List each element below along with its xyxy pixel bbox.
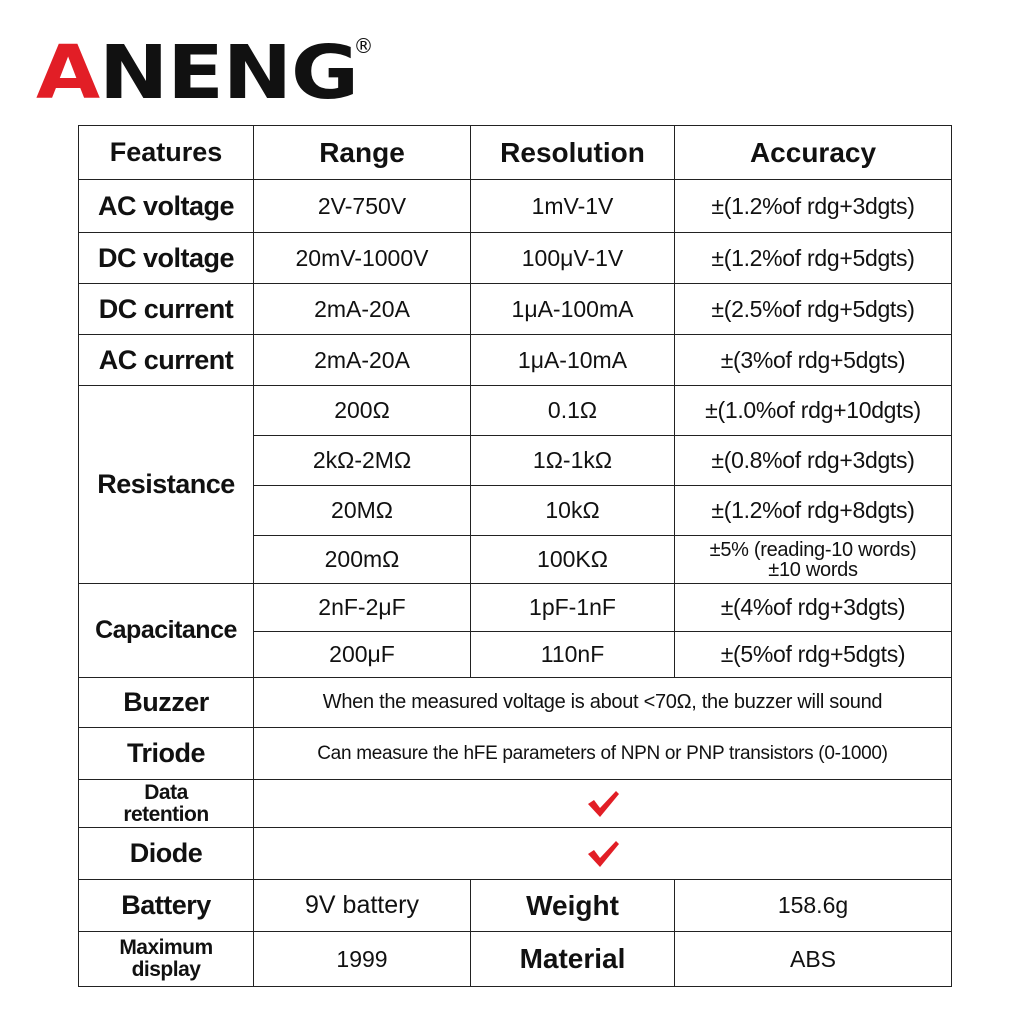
range-cell: 2mA-20A: [254, 335, 471, 386]
accuracy-cell: ±(0.8%of rdg+3dgts): [675, 436, 952, 486]
feature-ac-voltage: AC voltage: [79, 180, 254, 233]
header-row: [79, 126, 952, 180]
feature-battery: Battery: [79, 880, 254, 932]
accuracy-cell: ±(1.2%of rdg+5dgts): [675, 233, 952, 284]
range-cell: 2nF-2μF: [254, 584, 471, 632]
feature-dc-current: DC current: [79, 284, 254, 335]
check-mark-icon: [586, 839, 620, 869]
table-row: [79, 284, 952, 335]
accuracy-cell: ±(2.5%of rdg+5dgts): [675, 284, 952, 335]
accuracy-cell: ±(1.0%of rdg+10dgts): [675, 386, 952, 436]
range-cell: 200mΩ: [254, 536, 471, 584]
feature-line-1: Data: [144, 780, 188, 804]
resolution-cell: 1mV-1V: [471, 180, 675, 233]
buzzer-description: When the measured voltage is about <70Ω, the buzzer will sound: [254, 678, 952, 728]
material-label: Material: [471, 932, 675, 987]
table-row: [79, 233, 952, 284]
header-features: Features: [79, 126, 254, 180]
battery-value: 9V battery: [254, 880, 471, 932]
table-row: [79, 678, 952, 728]
resolution-cell: 1pF-1nF: [471, 584, 675, 632]
feature-diode: Diode: [79, 828, 254, 880]
resolution-cell: 1μA-100mA: [471, 284, 675, 335]
accuracy-cell: ±(5%of rdg+5dgts): [675, 632, 952, 678]
weight-value: 158.6g: [675, 880, 952, 932]
table-row: [79, 728, 952, 780]
feature-buzzer: Buzzer: [79, 678, 254, 728]
material-value: ABS: [675, 932, 952, 987]
range-cell: 2kΩ-2MΩ: [254, 436, 471, 486]
accuracy-line-2: ±10 words: [768, 558, 858, 581]
table-row: [79, 180, 952, 233]
accuracy-cell: [675, 536, 952, 584]
range-cell: 200μF: [254, 632, 471, 678]
brand-logo: [36, 30, 374, 116]
triode-description: Can measure the hFE parameters of NPN or PNP transistors (0-1000): [254, 728, 952, 780]
max-display-value: 1999: [254, 932, 471, 987]
feature-line-1: Maximum: [119, 936, 213, 959]
table-row: [79, 584, 952, 632]
accuracy-cell: ±(1.2%of rdg+8dgts): [675, 486, 952, 536]
resolution-cell: 1μA-10mA: [471, 335, 675, 386]
range-cell: 20MΩ: [254, 486, 471, 536]
table-row: [79, 780, 952, 828]
range-cell: 2V-750V: [254, 180, 471, 233]
resolution-cell: 10kΩ: [471, 486, 675, 536]
diode-support: [254, 828, 952, 880]
feature-resistance: Resistance: [79, 386, 254, 584]
table-row: [79, 335, 952, 386]
registered-mark: ®: [353, 34, 374, 58]
feature-maximum-display: [79, 932, 254, 987]
feature-line-2: retention: [123, 802, 209, 826]
brand-name: ANENG: [36, 30, 358, 116]
resolution-cell: 0.1Ω: [471, 386, 675, 436]
header-resolution: Resolution: [471, 126, 675, 180]
resolution-cell: 110nF: [471, 632, 675, 678]
table-row: [79, 828, 952, 880]
table-row: [79, 932, 952, 987]
feature-dc-voltage: DC voltage: [79, 233, 254, 284]
range-cell: 2mA-20A: [254, 284, 471, 335]
resolution-cell: 1Ω-1kΩ: [471, 436, 675, 486]
feature-triode: Triode: [79, 728, 254, 780]
data-retention-support: [254, 780, 952, 828]
spec-table: [78, 125, 952, 987]
header-range: Range: [254, 126, 471, 180]
resolution-cell: 100μV-1V: [471, 233, 675, 284]
header-accuracy: Accuracy: [675, 126, 952, 180]
check-mark-icon: [586, 789, 620, 819]
feature-ac-current: AC current: [79, 335, 254, 386]
weight-label: Weight: [471, 880, 675, 932]
feature-line-2: display: [131, 958, 201, 981]
range-cell: 20mV-1000V: [254, 233, 471, 284]
table-row: [79, 880, 952, 932]
table-row: [79, 386, 952, 436]
accuracy-cell: ±(1.2%of rdg+3dgts): [675, 180, 952, 233]
resolution-cell: 100KΩ: [471, 536, 675, 584]
range-cell: 200Ω: [254, 386, 471, 436]
feature-data-retention: [79, 780, 254, 828]
accuracy-cell: ±(3%of rdg+5dgts): [675, 335, 952, 386]
accuracy-line-1: ±5% (reading-10 words): [709, 538, 917, 561]
accuracy-cell: ±(4%of rdg+3dgts): [675, 584, 952, 632]
feature-capacitance: Capacitance: [79, 584, 254, 678]
